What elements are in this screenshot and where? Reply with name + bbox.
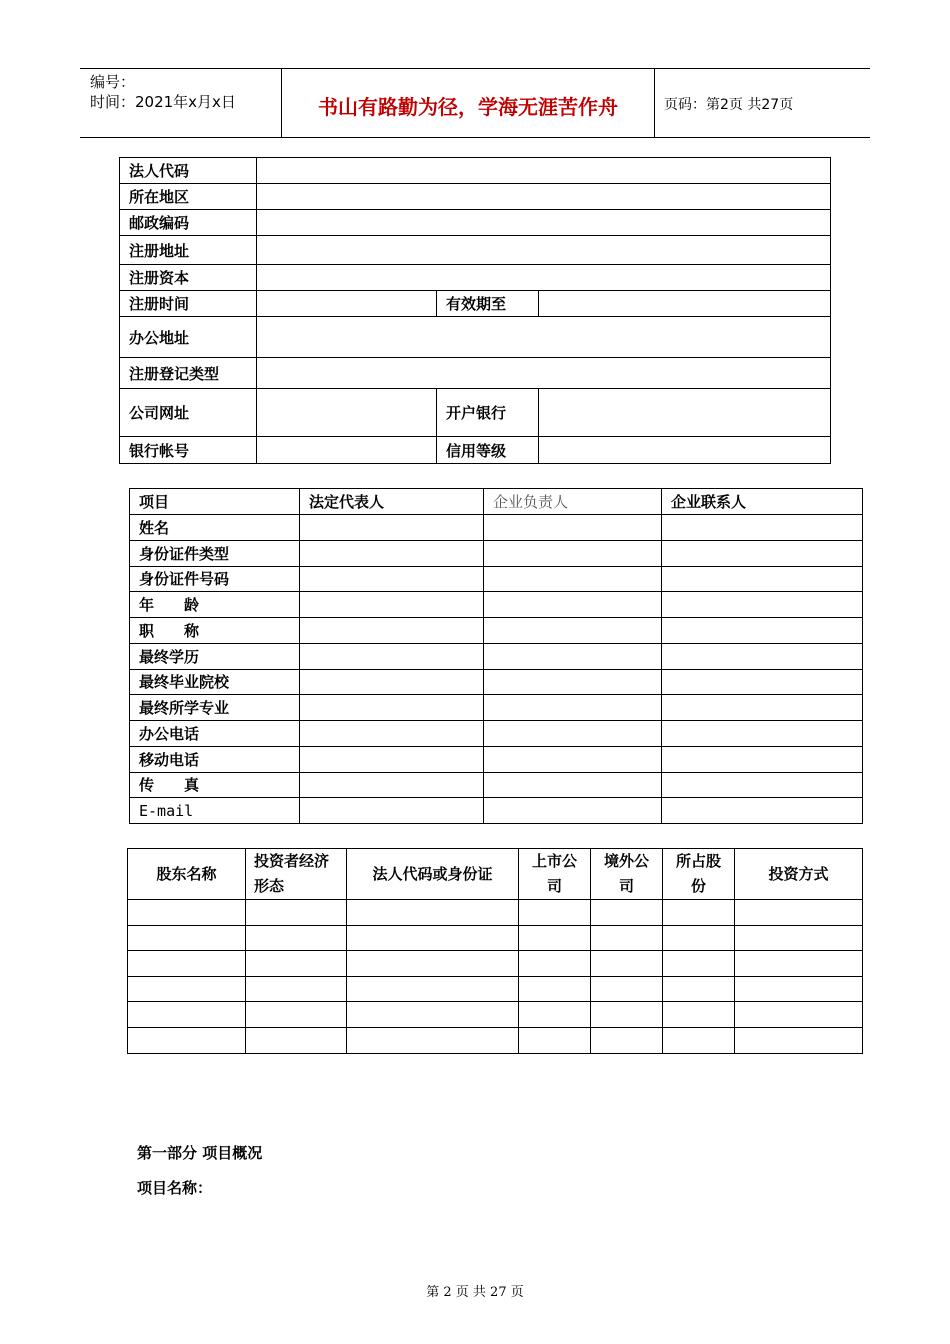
row-label: 身份证件号码	[130, 566, 300, 592]
page-prefix: 页码：第	[664, 97, 720, 113]
page-footer: 第 2 页 共 27 页	[426, 1285, 524, 1300]
reg-type-label: 注册登记类型	[120, 358, 257, 389]
credit-level-label: 信用等级	[437, 437, 539, 464]
cell-contact[interactable]	[662, 798, 863, 824]
row-label: 移动电话	[130, 746, 300, 772]
row-label: 年 龄	[130, 592, 300, 618]
table-cell[interactable]	[591, 1002, 663, 1028]
header-page-info	[664, 94, 793, 114]
table-cell[interactable]	[519, 951, 591, 977]
cell-manager[interactable]	[484, 592, 662, 618]
col-header-invest-method: 投资方式	[735, 849, 863, 900]
cell-contact[interactable]	[662, 515, 863, 541]
company-info-table	[119, 157, 831, 464]
bank-label: 开户银行	[437, 389, 539, 437]
col-header-listed: 上市公司	[519, 849, 591, 900]
cell-contact[interactable]	[662, 540, 863, 566]
table-cell[interactable]	[591, 951, 663, 977]
reg-time-field[interactable]	[257, 291, 437, 317]
cell-legal-rep[interactable]	[300, 618, 484, 644]
table-row	[128, 1002, 863, 1028]
people-table	[129, 488, 863, 824]
cell-contact[interactable]	[662, 643, 863, 669]
reg-time-label: 注册时间	[120, 291, 257, 317]
table-header-row	[130, 489, 863, 515]
reg-address-label: 注册地址	[120, 236, 257, 265]
office-address-field[interactable]	[257, 317, 831, 358]
table-cell[interactable]	[735, 900, 863, 926]
table-cell[interactable]	[246, 900, 347, 926]
table-row	[128, 951, 863, 977]
header-divider	[654, 69, 655, 137]
row-label: E-mail	[130, 798, 300, 824]
table-row	[130, 669, 863, 695]
cell-manager[interactable]	[484, 721, 662, 747]
page-num: 2	[720, 97, 729, 113]
cell-contact[interactable]	[662, 695, 863, 721]
cell-legal-rep[interactable]	[300, 798, 484, 824]
table-row	[120, 236, 831, 265]
table-cell[interactable]	[128, 900, 246, 926]
table-cell[interactable]	[128, 925, 246, 951]
cell-manager[interactable]	[484, 695, 662, 721]
table-row	[130, 592, 863, 618]
cell-contact[interactable]	[662, 566, 863, 592]
bank-account-label: 银行帐号	[120, 437, 257, 464]
table-cell[interactable]	[347, 951, 519, 977]
table-cell[interactable]	[128, 1027, 246, 1053]
table-cell[interactable]	[735, 1002, 863, 1028]
bank-field[interactable]	[539, 389, 831, 437]
table-cell[interactable]	[591, 1027, 663, 1053]
table-row	[130, 643, 863, 669]
table-cell[interactable]	[347, 1027, 519, 1053]
cell-legal-rep[interactable]	[300, 772, 484, 798]
table-cell[interactable]	[591, 976, 663, 1002]
cell-manager[interactable]	[484, 746, 662, 772]
cell-legal-rep[interactable]	[300, 592, 484, 618]
cell-manager[interactable]	[484, 515, 662, 541]
section-title: 第一部分 项目概况	[137, 1144, 263, 1162]
table-cell[interactable]	[128, 951, 246, 977]
row-label: 传 真	[130, 772, 300, 798]
table-row	[120, 265, 831, 291]
row-label: 职 称	[130, 618, 300, 644]
table-row	[130, 566, 863, 592]
table-cell[interactable]	[663, 1027, 735, 1053]
bank-account-field[interactable]	[257, 437, 437, 464]
valid-until-field[interactable]	[539, 291, 831, 317]
table-cell[interactable]	[735, 1027, 863, 1053]
header-meta	[90, 72, 236, 112]
table-cell[interactable]	[591, 900, 663, 926]
table-cell[interactable]	[246, 976, 347, 1002]
table-row	[130, 798, 863, 824]
cell-manager[interactable]	[484, 566, 662, 592]
cell-legal-rep[interactable]	[300, 643, 484, 669]
region-label: 所在地区	[120, 184, 257, 210]
table-row	[130, 540, 863, 566]
table-row	[128, 1027, 863, 1053]
col-header-overseas: 境外公司	[591, 849, 663, 900]
table-row	[128, 976, 863, 1002]
table-cell[interactable]	[735, 951, 863, 977]
table-cell[interactable]	[663, 900, 735, 926]
table-cell[interactable]	[735, 925, 863, 951]
col-header-item: 项目	[130, 489, 300, 515]
valid-until-label: 有效期至	[437, 291, 539, 317]
table-cell[interactable]	[246, 1002, 347, 1028]
reg-address-field[interactable]	[257, 236, 831, 265]
reg-capital-label: 注册资本	[120, 265, 257, 291]
cell-legal-rep[interactable]	[300, 540, 484, 566]
col-header-legal-rep: 法定代表人	[300, 489, 484, 515]
col-header-manager: 企业负责人	[484, 489, 662, 515]
page-suffix: 页	[779, 97, 794, 113]
table-row	[130, 695, 863, 721]
table-cell[interactable]	[519, 1027, 591, 1053]
cell-legal-rep[interactable]	[300, 746, 484, 772]
table-row	[130, 721, 863, 747]
postal-code-field[interactable]	[257, 210, 831, 236]
table-cell[interactable]	[591, 925, 663, 951]
office-address-label: 办公地址	[120, 317, 257, 358]
legal-code-field[interactable]	[257, 158, 831, 184]
legal-code-label: 法人代码	[120, 158, 257, 184]
table-cell[interactable]	[519, 1002, 591, 1028]
table-cell[interactable]	[663, 976, 735, 1002]
col-header-economic-form: 投资者经济形态	[246, 849, 347, 900]
table-cell[interactable]	[347, 900, 519, 926]
cell-contact[interactable]	[662, 669, 863, 695]
shareholder-table	[127, 848, 863, 1054]
table-cell[interactable]	[128, 976, 246, 1002]
table-cell[interactable]	[663, 951, 735, 977]
cell-legal-rep[interactable]	[300, 515, 484, 541]
project-name-label: 项目名称：	[137, 1179, 213, 1197]
cell-legal-rep[interactable]	[300, 669, 484, 695]
table-cell[interactable]	[735, 976, 863, 1002]
table-row	[130, 515, 863, 541]
row-label: 身份证件类型	[130, 540, 300, 566]
cell-manager[interactable]	[484, 669, 662, 695]
table-cell[interactable]	[246, 951, 347, 977]
website-field[interactable]	[257, 389, 437, 437]
table-row	[128, 900, 863, 926]
table-row	[130, 772, 863, 798]
serial-label: 编号：	[90, 73, 136, 91]
website-label: 公司网址	[120, 389, 257, 437]
cell-manager[interactable]	[484, 618, 662, 644]
cell-contact[interactable]	[662, 592, 863, 618]
table-row	[120, 358, 831, 389]
cell-legal-rep[interactable]	[300, 695, 484, 721]
table-cell[interactable]	[347, 1002, 519, 1028]
cell-contact[interactable]	[662, 746, 863, 772]
cell-contact[interactable]	[662, 721, 863, 747]
table-cell[interactable]	[128, 1002, 246, 1028]
table-row	[120, 317, 831, 358]
table-cell[interactable]	[246, 1027, 347, 1053]
page-total: 27	[761, 97, 780, 113]
reg-type-field[interactable]	[257, 358, 831, 389]
col-header-share: 所占股份	[663, 849, 735, 900]
cell-contact[interactable]	[662, 618, 863, 644]
col-header-shareholder-name: 股东名称	[128, 849, 246, 900]
credit-level-field[interactable]	[539, 437, 831, 464]
cell-manager[interactable]	[484, 540, 662, 566]
table-cell[interactable]	[347, 976, 519, 1002]
table-header-row	[128, 849, 863, 900]
table-cell[interactable]	[663, 925, 735, 951]
reg-capital-field[interactable]	[257, 265, 831, 291]
row-label: 最终学历	[130, 643, 300, 669]
table-row	[120, 437, 831, 464]
table-cell[interactable]	[519, 900, 591, 926]
row-label: 最终毕业院校	[130, 669, 300, 695]
row-label: 姓名	[130, 515, 300, 541]
table-row	[130, 618, 863, 644]
cell-manager[interactable]	[484, 643, 662, 669]
table-row	[120, 389, 831, 437]
table-cell[interactable]	[347, 925, 519, 951]
page-header	[80, 68, 870, 138]
time-label: 时间：2021年x月x日	[90, 93, 236, 111]
table-row	[120, 158, 831, 184]
table-cell[interactable]	[519, 976, 591, 1002]
table-row	[128, 925, 863, 951]
page-mid: 页 共	[728, 97, 762, 113]
cell-manager[interactable]	[484, 798, 662, 824]
header-motto: 书山有路勤为径，学海无涯苦作舟	[318, 95, 618, 119]
cell-manager[interactable]	[484, 772, 662, 798]
col-header-id: 法人代码或身份证	[347, 849, 519, 900]
cell-legal-rep[interactable]	[300, 566, 484, 592]
table-row	[130, 746, 863, 772]
table-row	[120, 291, 831, 317]
postal-code-label: 邮政编码	[120, 210, 257, 236]
cell-contact[interactable]	[662, 772, 863, 798]
row-label: 最终所学专业	[130, 695, 300, 721]
cell-legal-rep[interactable]	[300, 721, 484, 747]
row-label: 办公电话	[130, 721, 300, 747]
table-cell[interactable]	[663, 1002, 735, 1028]
col-header-contact: 企业联系人	[662, 489, 863, 515]
table-row	[120, 210, 831, 236]
region-field[interactable]	[257, 184, 831, 210]
table-cell[interactable]	[246, 925, 347, 951]
table-cell[interactable]	[519, 925, 591, 951]
table-row	[120, 184, 831, 210]
